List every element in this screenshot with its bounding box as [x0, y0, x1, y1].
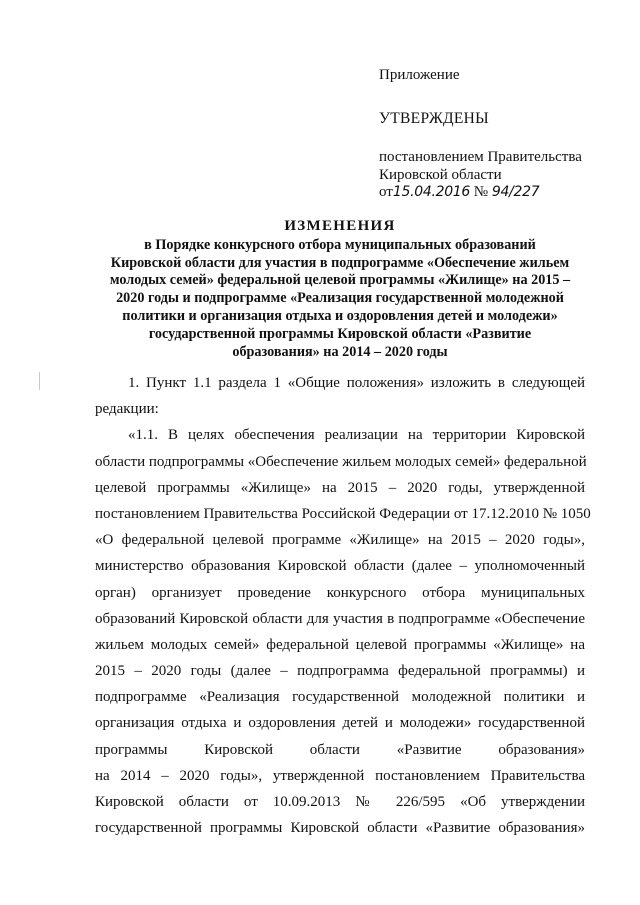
body-line: «1.1. В целях обеспечения реализации на территории Кировской	[128, 427, 585, 444]
decree-number-sign: №	[473, 184, 489, 200]
title-heading: ИЗМЕНЕНИЯ	[284, 218, 396, 234]
decree-date-line	[379, 184, 619, 202]
body-line: постановлением Правительства Российской Федерации от 17.12.2010 № 1050	[95, 505, 591, 522]
body-line: Кировской области от 10.09.2013 № 226/595 «Об утверждении	[95, 794, 585, 810]
body-line: редакции:	[95, 401, 159, 418]
decree-number: 94/227	[491, 184, 540, 200]
body-line: на 2014 – 2020 годы», утвержденной постановлением Правительства	[95, 767, 585, 784]
decree-line-1: постановлением Правительства	[379, 149, 582, 165]
decree-from: от	[379, 184, 393, 200]
body-line: 1. Пункт 1.1 раздела 1 «Общие положения» изложить в следующей	[128, 375, 585, 391]
body-line: жильем молодых семей» федеральной целевой программы «Жилище» на	[95, 636, 585, 653]
appendix-label: Приложение	[379, 67, 460, 83]
body-line: государственной программы Кировской области «Развитие образования»	[95, 820, 585, 837]
decree-date: 15.04.2016	[392, 184, 471, 200]
body-text	[95, 370, 591, 841]
title-line: образования» на 2014 – 2020 годы	[232, 343, 448, 360]
title-line: политики и организация отдыха и оздоровления детей и молодежи»	[122, 307, 558, 324]
body-line: образований Кировской области для участия в подпрограмме «Обеспечение	[95, 610, 585, 627]
approval-block	[379, 66, 619, 202]
approved-label: УТВЕРЖДЕНЫ	[379, 110, 489, 127]
body-line: области подпрограммы «Обеспечение жильем молодых семей» федеральной	[95, 453, 587, 470]
decree-reference	[379, 149, 619, 202]
title-line: молодых семей» федеральной целевой программы «Жилище» на 2015 –	[109, 272, 571, 289]
decree-line-2: Кировской области	[379, 166, 502, 183]
title-line: государственной программы Кировской области «Развитие	[148, 325, 532, 342]
title-line: в Порядке конкурсного отбора муниципальных образований	[144, 236, 536, 253]
body-line: целевой программы «Жилище» на 2015 – 2020 годы, утвержденной	[95, 479, 585, 496]
body-line: министерство образования Кировской области (далее – уполномоченный	[95, 558, 585, 575]
body-line: организация отдыха и оздоровления детей и молодежи» государственной	[95, 715, 585, 732]
body-line: орган) организует проведение конкурсного отбора муниципальных	[95, 584, 585, 601]
body-line: 2015 – 2020 годы (далее – подпрограмма федеральной программы) и	[95, 663, 585, 680]
title-line: Кировской области для участия в подпрограмме «Обеспечение жильем	[110, 254, 570, 271]
body-line: подпрограмме «Реализация государственной молодежной политики и	[95, 689, 585, 706]
margin-mark	[39, 372, 40, 390]
body-line: программы Кировской области «Развитие образования»	[95, 741, 585, 758]
title-line: 2020 годы и подпрограмме «Реализация государственной молодежной	[116, 290, 564, 307]
document-title	[100, 218, 580, 361]
body-line: «О федеральной целевой программе «Жилище» на 2015 – 2020 годы»,	[95, 532, 585, 549]
